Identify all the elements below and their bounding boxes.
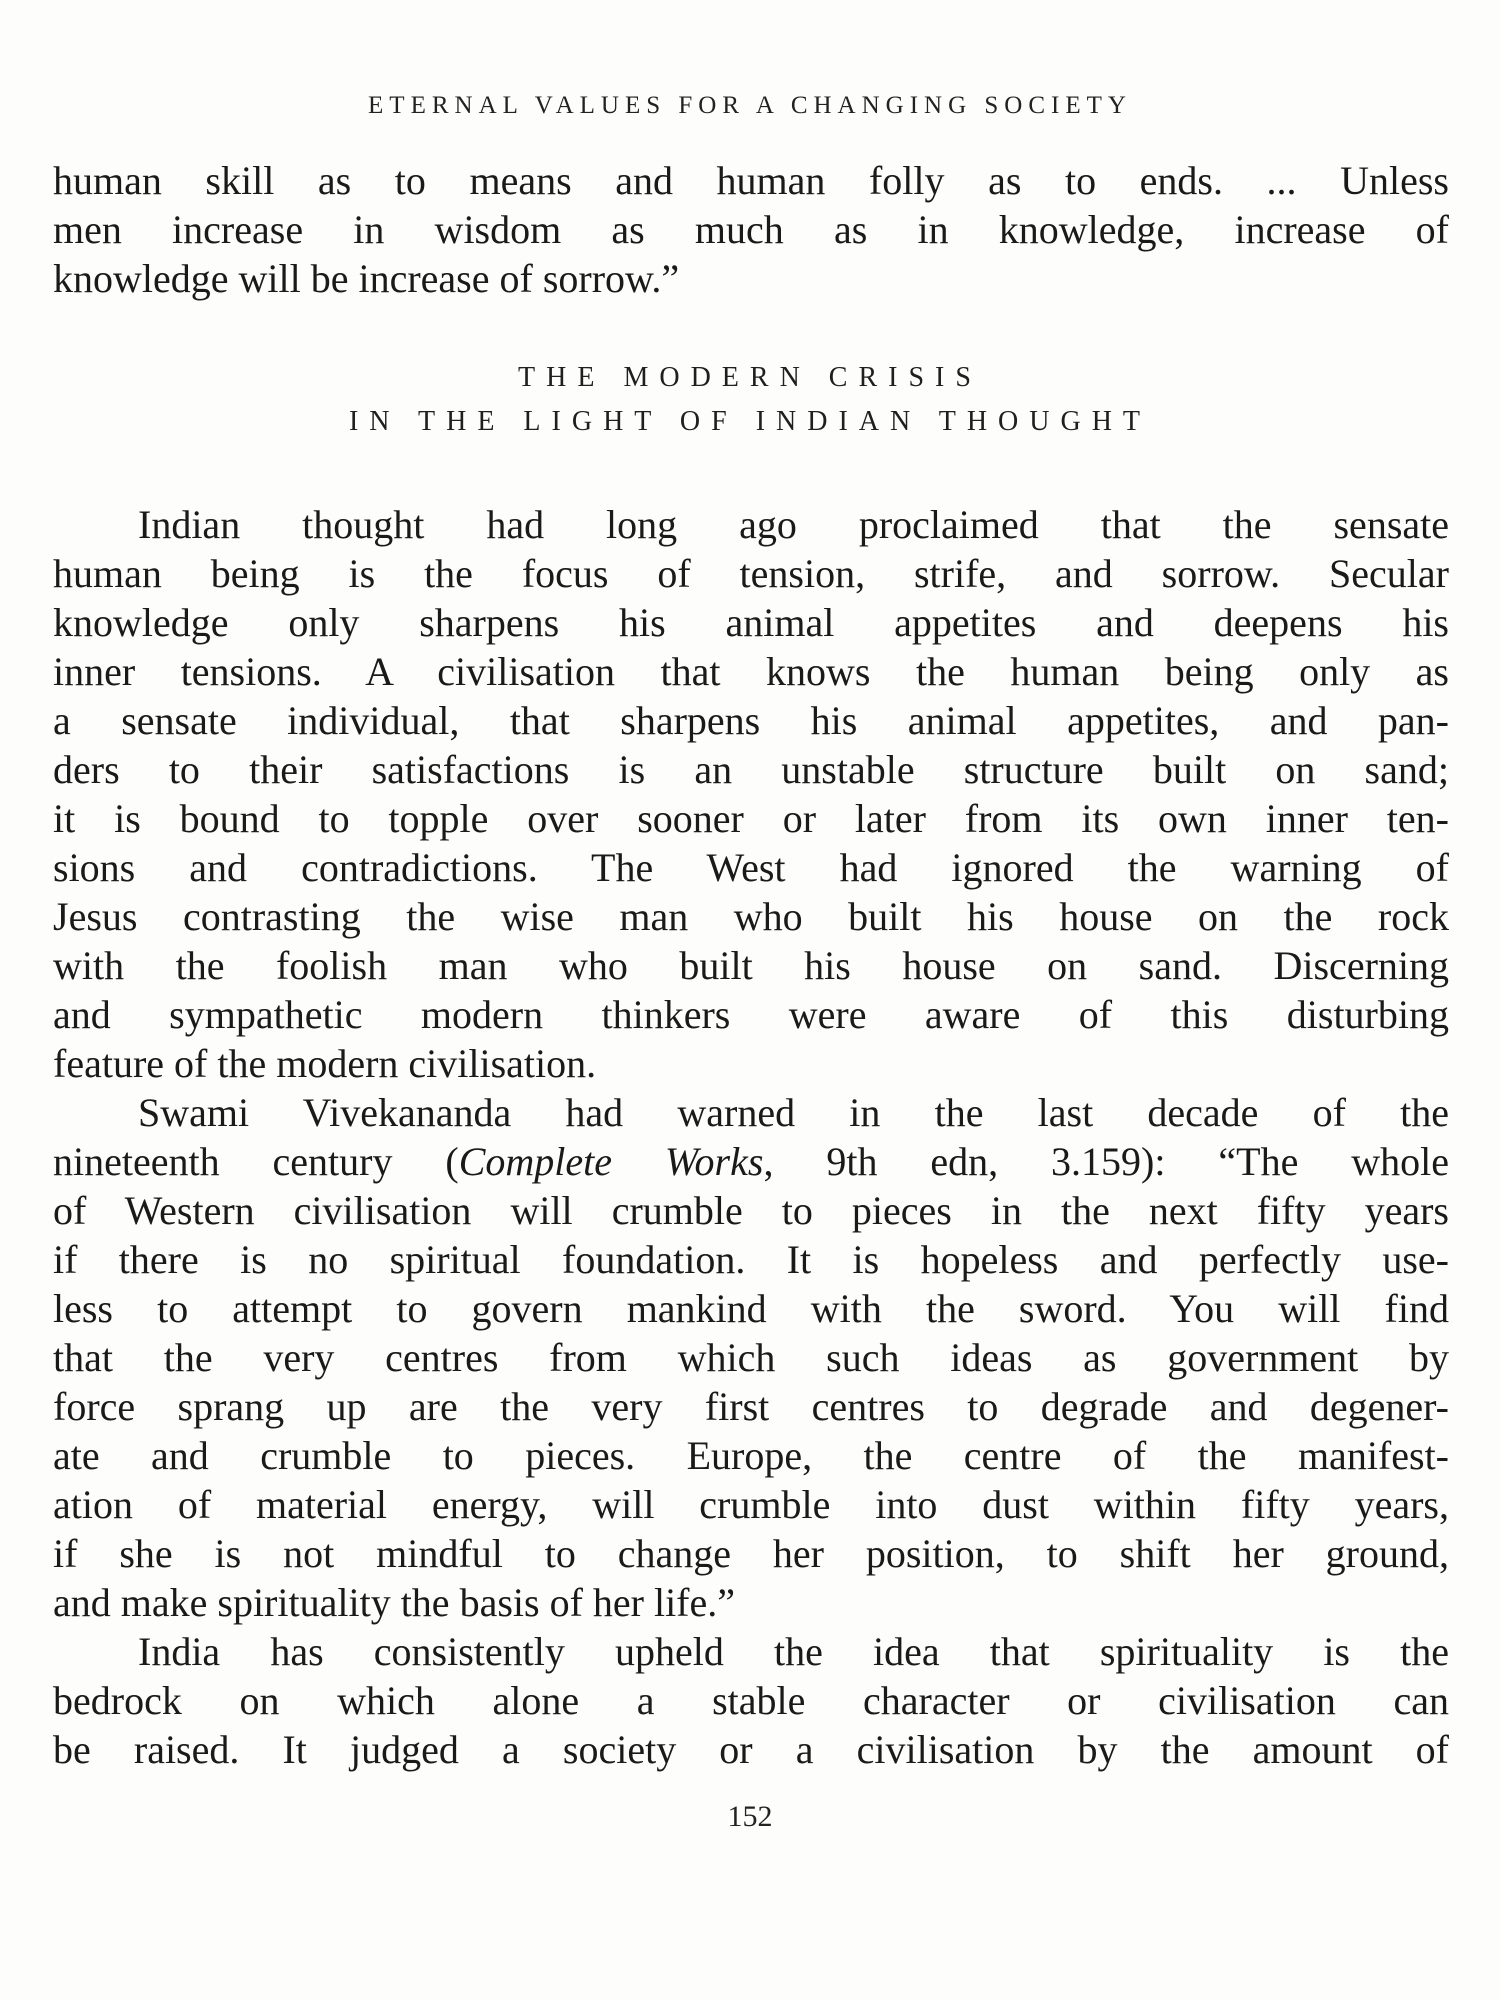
text-line: ate and crumble to pieces. Europe, the centre of the manifest-	[53, 1433, 1449, 1478]
text-segment: , 9th edn, 3.159): “The whole	[763, 1139, 1449, 1184]
text-line: it is bound to topple over sooner or later from its own inner ten-	[53, 796, 1449, 841]
section-heading-line-1: THE MODERN CRISIS	[518, 362, 982, 393]
text-line: force sprang up are the very first centres to degrade and degener-	[53, 1384, 1449, 1429]
text-line: Indian thought had long ago proclaimed that the sensate	[138, 502, 1449, 547]
text-line: and make spirituality the basis of her life.”	[53, 1580, 736, 1625]
text-line: feature of the modern civilisation.	[53, 1041, 597, 1086]
text-line: human being is the focus of tension, strife, and sorrow. Secular	[53, 551, 1449, 596]
text-line: Swami Vivekananda had warned in the last decade of the	[138, 1090, 1449, 1135]
text-line: that the very centres from which such ideas as government by	[53, 1335, 1449, 1380]
text-line: if she is not mindful to change her position, to shift her ground,	[53, 1531, 1449, 1576]
text-line: a sensate individual, that sharpens his animal appetites, and pan-	[53, 698, 1449, 743]
text-line: and sympathetic modern thinkers were aware of this disturbing	[53, 992, 1449, 1037]
text-line: sions and contradictions. The West had ignored the warning of	[53, 845, 1449, 890]
main-text	[53, 500, 1449, 1774]
text-line: knowledge will be increase of sorrow.”	[53, 256, 680, 301]
text-line: less to attempt to govern mankind with the sword. You will find	[53, 1286, 1449, 1331]
text-line: Jesus contrasting the wise man who built his house on the rock	[53, 894, 1449, 939]
text-line: human skill as to means and human folly as to ends. ... Unless	[53, 158, 1449, 203]
text-segment: nineteenth century (	[53, 1139, 459, 1184]
running-head: ETERNAL VALUES FOR A CHANGING SOCIETY	[368, 92, 1132, 119]
text-line: if there is no spiritual foundation. It is hopeless and perfectly use-	[53, 1237, 1449, 1282]
page-number: 152	[727, 1800, 773, 1833]
text-line-with-citation	[53, 1137, 1449, 1186]
text-line: of Western civilisation will crumble to pieces in the next fifty years	[53, 1188, 1449, 1233]
text-line: be raised. It judged a society or a civilisation by the amount of	[53, 1727, 1449, 1772]
text-line: with the foolish man who built his house on sand. Discerning	[53, 943, 1449, 988]
section-heading-line-2: IN THE LIGHT OF INDIAN THOUGHT	[348, 406, 1152, 437]
text-line: knowledge only sharpens his animal appetites and deepens his	[53, 600, 1449, 645]
text-line: bedrock on which alone a stable character or civilisation can	[53, 1678, 1449, 1723]
text-line: ders to their satisfactions is an unstable structure built on sand;	[53, 747, 1449, 792]
text-line: men increase in wisdom as much as in knowledge, increase of	[53, 207, 1449, 252]
text-line: inner tensions. A civilisation that knows the human being only as	[53, 649, 1449, 694]
book-title-italic: Complete Works	[458, 1139, 764, 1184]
quote-continuation	[53, 156, 1449, 303]
text-line: India has consistently upheld the idea that spirituality is the	[138, 1629, 1449, 1674]
text-line: ation of material energy, will crumble into dust within fifty years,	[53, 1482, 1449, 1527]
